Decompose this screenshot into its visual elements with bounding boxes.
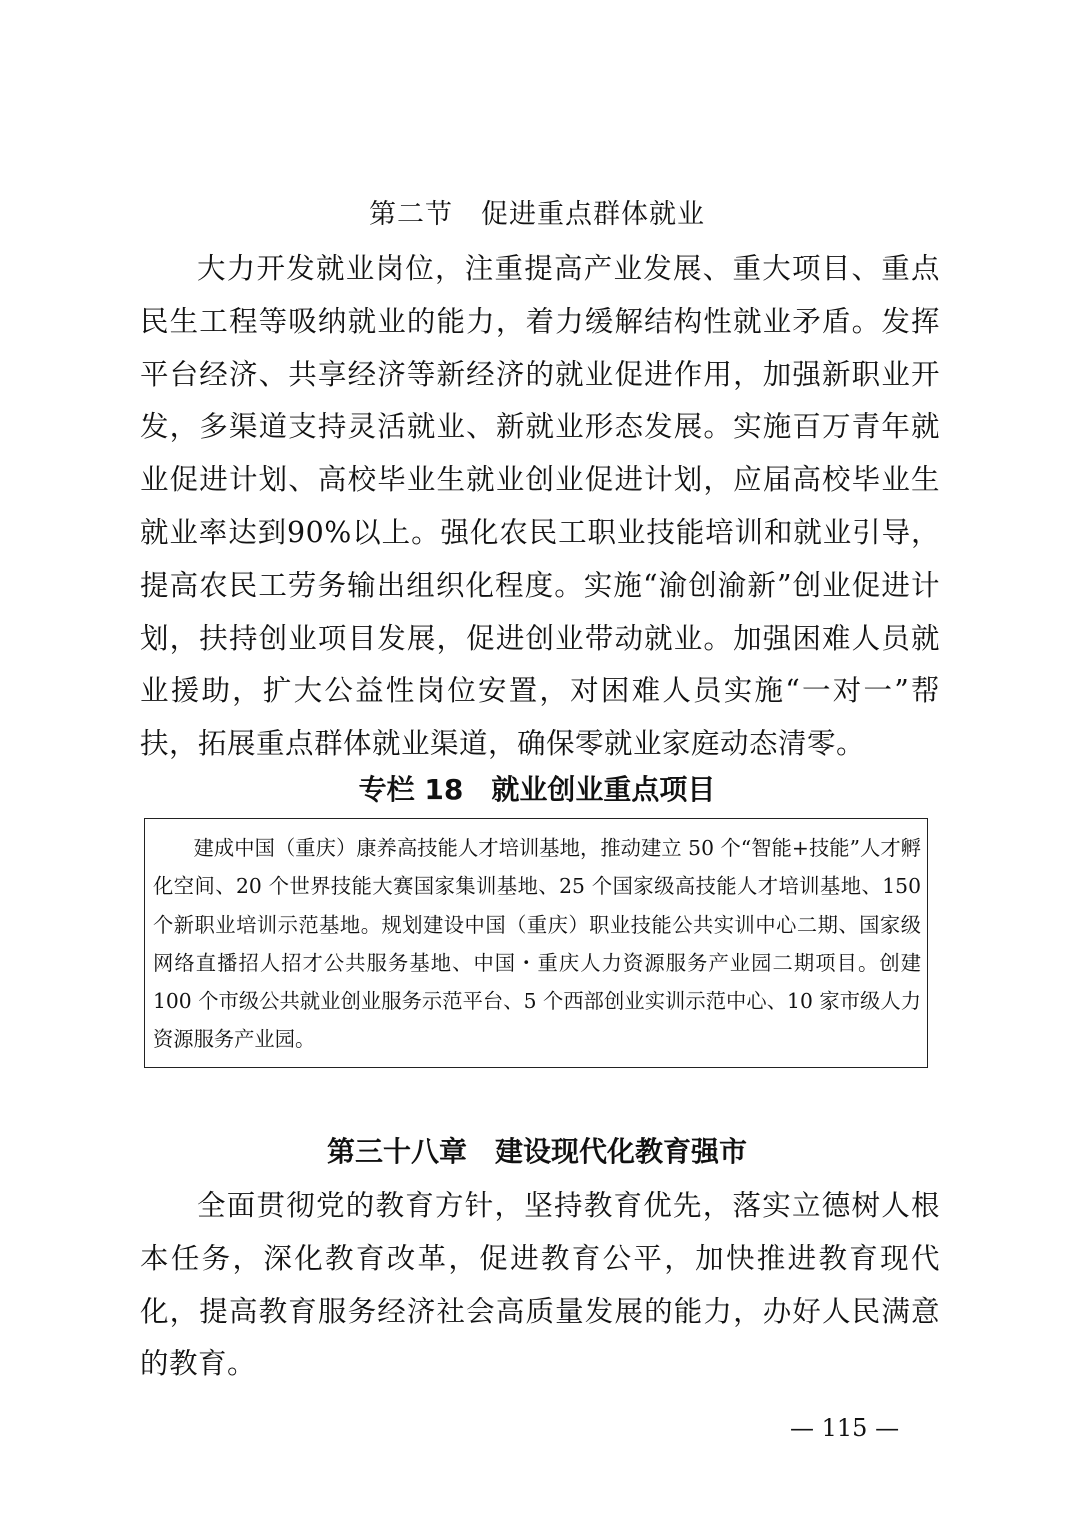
column-box bbox=[144, 818, 928, 1068]
chapter-title: 第三十八章 建设现代化教育强市 bbox=[326, 1135, 747, 1168]
body-paragraph-education: 全面贯彻党的教育方针，坚持教育优先，落实立德树人根本任务，深化教育改革，促进教育公平，加快推进教育现代化，提高教育服务经济社会高质量发展的能力，办好人民满意的教育。 bbox=[140, 1189, 940, 1381]
body-paragraph-employment: 大力开发就业岗位，注重提高产业发展、重大项目、重点民生工程等吸纳就业的能力，着力缓解结构性就业矛盾。发挥平台经济、共享经济等新经济的就业促进作用，加强新职业开发，多渠道支持灵活就业、新就业形态发展。实施百万青年就业促进计划、高校毕业生就业创业促进计划，应届高校毕业生就业率达到90%以上。强化农民工职业技能培训和就业引导，提高农民工劳务输出组织化程度。实施“渝创渝新”创业促进计划，扶持创业项目发展，促进创业带动就业。加强困难人员就业援助，扩大公益性岗位安置，对困难人员实施“一对一”帮扶，拓展重点群体就业渠道，确保零就业家庭动态清零。 bbox=[140, 252, 940, 761]
column-box-title: 专栏 18 就业创业重点项目 bbox=[358, 773, 716, 806]
section-title: 第二节 促进重点群体就业 bbox=[369, 199, 705, 230]
column-box-text: 建成中国（重庆）康养高技能人才培训基地，推动建立 50 个“智能+技能”人才孵化空间、20 个世界技能大赛国家集训基地、25 个国家级高技能人才培训基地、150 个新职业培训示范基地。规划建设中国（重庆）职业技能公共实训中心二期、国家级网络直播招人招才公共服务基地、中国・重庆人力资源服务产业园二期项目。创建 100 个市级公共就业创业服务示范平台、5 个西部创业实训示范中心、10 家市级人力资源服务产业园。 bbox=[153, 836, 921, 1052]
page-number: — 115 — bbox=[790, 1414, 900, 1442]
